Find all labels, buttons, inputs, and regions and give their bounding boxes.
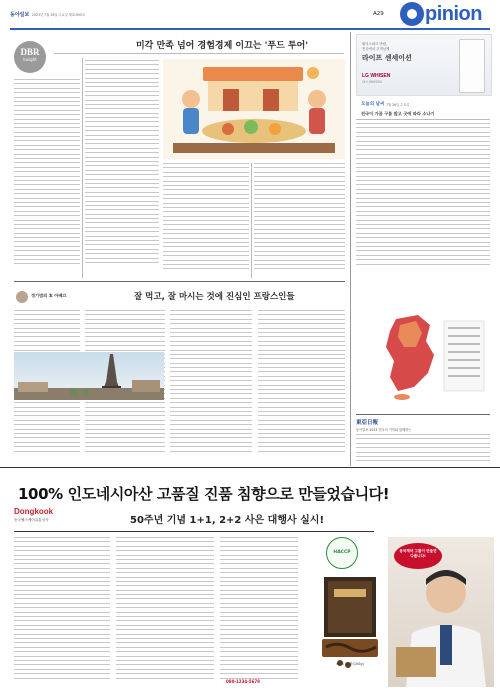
lg-ad-line1: 휘닉스파크 만원,	[362, 42, 388, 46]
notice-brand: 東亞日報	[356, 420, 379, 426]
dbr-badge-top: DBR	[20, 47, 40, 57]
weather-rule	[356, 119, 490, 120]
ad-body-col1	[14, 537, 110, 685]
haccp-label: HACCP	[333, 550, 351, 555]
weather-date: 7월 26일 수요일	[386, 103, 410, 107]
masthead	[0, 0, 500, 30]
spokesperson-photo	[388, 537, 494, 687]
weather-note: 전국이 가끔 구름 많고 곳에 따라 소나기	[361, 111, 435, 116]
dbr-body-col1	[14, 79, 80, 277]
opinion-o-hole	[407, 9, 417, 19]
columnist-top-rule	[14, 281, 345, 282]
columnist-avatar	[16, 291, 28, 303]
dbr-headline-rule	[54, 53, 344, 54]
dbr-body-col3	[163, 163, 249, 278]
notice-body	[356, 434, 490, 467]
banner-subline: 50주년 기념 1+1, 2+2 사은 대행사 실시!	[130, 515, 325, 526]
columnist-body-col4	[258, 310, 345, 462]
paper-name: 동아일보	[10, 12, 30, 18]
company-name-kr: 동국헬스케어유통상사	[14, 518, 49, 522]
columnist-body-col3	[170, 310, 252, 462]
dbr-body-col4	[254, 163, 345, 278]
haccp-seal	[326, 537, 358, 569]
lg-ad-headline: 라이프 센세이션	[362, 54, 412, 62]
ad-body-col3	[220, 537, 298, 687]
columnist-headline: 잘 먹고, 잘 마시는 것에 진심인 프랑스인들	[134, 292, 295, 302]
ad-contact: 080-1234-5678	[226, 679, 260, 684]
ad-body-col2	[116, 537, 214, 687]
dbr-col-divider-2	[251, 163, 252, 278]
dbr-badge	[14, 41, 46, 73]
columnist-label: 정기범의 本 아베끄	[31, 293, 67, 298]
weather-title: 오늘의 날씨	[361, 102, 385, 107]
company-logo-box	[14, 507, 104, 529]
dbr-col-divider-1	[82, 58, 83, 278]
product-box-image	[318, 573, 382, 673]
speech-bubble	[394, 543, 442, 569]
lg-ad-brand: LG WHISEN	[362, 73, 391, 79]
right-col-divider	[350, 32, 351, 466]
dbr-headline: 미각 만족 넘어 경험경제 이끄는 '푸드 투어'	[135, 41, 309, 51]
weather-map	[356, 311, 490, 401]
masthead-rule	[10, 28, 490, 30]
date-line: 2023년 7월 26일 수요일 제31995호	[32, 13, 86, 17]
company-logo: Dongkook	[14, 507, 54, 516]
speech-text: 동국제약 그룹이 만들면 다릅니다!	[399, 549, 437, 558]
banner-ad-headline: 100% 인도네시아산 고품질 진품 침향으로 만들었습니다!	[18, 485, 390, 503]
notice-box	[356, 414, 490, 469]
section-title: pinion	[425, 3, 482, 25]
eiffel-tower-photo	[14, 352, 164, 400]
notice-text: 동아일보 2023 전국의 기자와 함께하는	[356, 428, 412, 432]
page-number: A29	[373, 11, 384, 17]
banner-ad	[0, 469, 500, 691]
air-conditioner-image	[459, 39, 485, 93]
ad-sub-rule	[14, 531, 374, 532]
dbr-body-col2	[85, 60, 159, 278]
lg-ad	[356, 34, 492, 96]
product-label: 4g X 25환(100g)	[336, 662, 364, 666]
ad-top-rule	[0, 467, 500, 468]
lg-ad-sub: Oh! WHISEN	[362, 80, 382, 84]
dbr-badge-bottom: Insight	[23, 57, 37, 62]
dbr-illustration	[163, 59, 345, 159]
weather-body	[356, 123, 490, 270]
lg-ad-line2: 전국에서 고객님께	[362, 47, 390, 51]
